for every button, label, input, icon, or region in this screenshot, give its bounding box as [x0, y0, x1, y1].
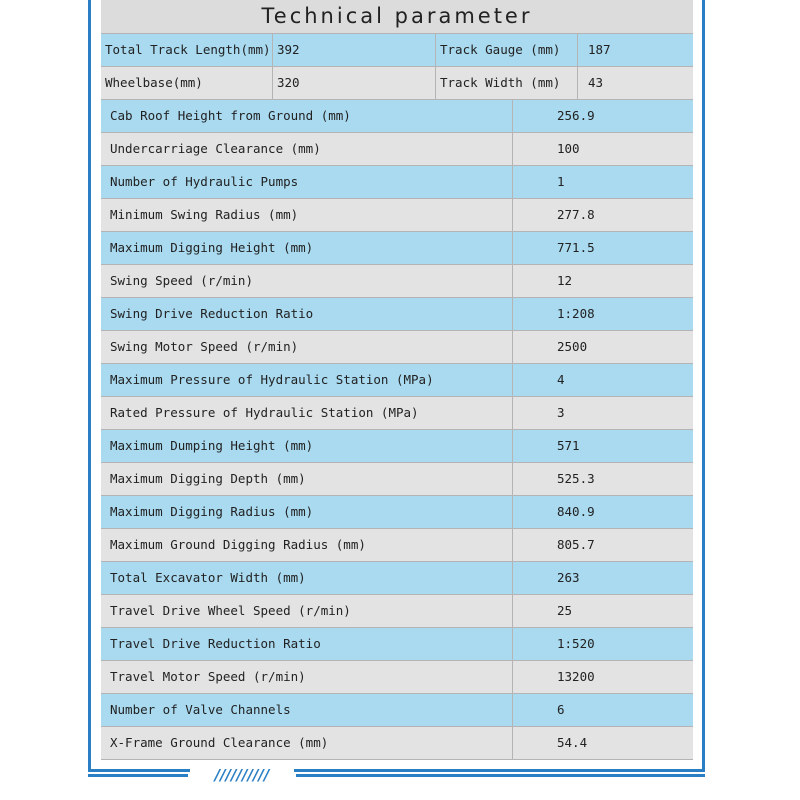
param-row: [101, 463, 693, 496]
footer-divider-left: [88, 774, 188, 777]
header-label: Track Width (mm): [436, 67, 578, 99]
param-value: 6: [557, 702, 565, 717]
param-label: Maximum Digging Height (mm): [101, 232, 513, 264]
param-value: 3: [557, 405, 565, 420]
param-value: 256.9: [557, 108, 595, 123]
param-label: Maximum Pressure of Hydraulic Station (MPa): [101, 364, 513, 396]
header-row: [101, 67, 693, 100]
param-label: Cab Roof Height from Ground (mm): [101, 100, 513, 132]
param-label: Maximum Digging Radius (mm): [101, 496, 513, 528]
param-row: [101, 562, 693, 595]
param-value: 25: [557, 603, 573, 618]
param-value: 1:520: [557, 636, 595, 651]
header-label: Wheelbase(mm): [101, 67, 273, 99]
param-label: Travel Motor Speed (r/min): [101, 661, 513, 693]
param-row: [101, 628, 693, 661]
param-value: 54.4: [557, 735, 588, 750]
footer-slash-decoration: //////////: [190, 765, 294, 785]
param-label: Total Excavator Width (mm): [101, 562, 513, 594]
param-value: 4: [557, 372, 565, 387]
param-label: Number of Hydraulic Pumps: [101, 166, 513, 198]
param-label: Minimum Swing Radius (mm): [101, 199, 513, 231]
param-row: [101, 529, 693, 562]
header-value: 43: [588, 75, 604, 90]
param-value: 1: [557, 174, 565, 189]
param-value: 13200: [557, 669, 595, 684]
param-row: [101, 298, 693, 331]
param-row: [101, 595, 693, 628]
header-value: 392: [273, 34, 436, 66]
param-value: 263: [557, 570, 580, 585]
param-value: 805.7: [557, 537, 595, 552]
param-value: 525.3: [557, 471, 595, 486]
header-value: 187: [588, 42, 611, 57]
param-label: Maximum Dumping Height (mm): [101, 430, 513, 462]
param-row: [101, 430, 693, 463]
param-label: Swing Speed (r/min): [101, 265, 513, 297]
footer-divider-right: [296, 774, 705, 777]
param-label: Travel Drive Wheel Speed (r/min): [101, 595, 513, 627]
param-row: [101, 199, 693, 232]
param-row: [101, 232, 693, 265]
param-value: 771.5: [557, 240, 595, 255]
param-value: 1:208: [557, 306, 595, 321]
param-row: [101, 133, 693, 166]
param-label: Undercarriage Clearance (mm): [101, 133, 513, 165]
param-value: 571: [557, 438, 580, 453]
param-row: [101, 100, 693, 133]
param-row: [101, 397, 693, 430]
param-label: Maximum Ground Digging Radius (mm): [101, 529, 513, 561]
param-row: [101, 496, 693, 529]
param-row: [101, 364, 693, 397]
param-row: [101, 265, 693, 298]
technical-parameter-table: [101, 0, 693, 760]
header-label: Track Gauge (mm): [436, 34, 578, 66]
param-row: [101, 727, 693, 760]
param-label: Travel Drive Reduction Ratio: [101, 628, 513, 660]
param-label: Swing Motor Speed (r/min): [101, 331, 513, 363]
param-value: 277.8: [557, 207, 595, 222]
param-row: [101, 694, 693, 727]
param-value: 12: [557, 273, 573, 288]
table-title: Technical parameter: [101, 0, 693, 34]
header-value: 320: [273, 67, 436, 99]
param-value: 100: [557, 141, 580, 156]
param-label: X-Frame Ground Clearance (mm): [101, 727, 513, 759]
param-value: 840.9: [557, 504, 595, 519]
header-label: Total Track Length(mm): [101, 34, 273, 66]
param-label: Swing Drive Reduction Ratio: [101, 298, 513, 330]
param-row: [101, 661, 693, 694]
param-label: Number of Valve Channels: [101, 694, 513, 726]
param-label: Maximum Digging Depth (mm): [101, 463, 513, 495]
param-row: [101, 166, 693, 199]
param-label: Rated Pressure of Hydraulic Station (MPa): [101, 397, 513, 429]
param-value: 2500: [557, 339, 588, 354]
param-row: [101, 331, 693, 364]
header-row: [101, 34, 693, 67]
